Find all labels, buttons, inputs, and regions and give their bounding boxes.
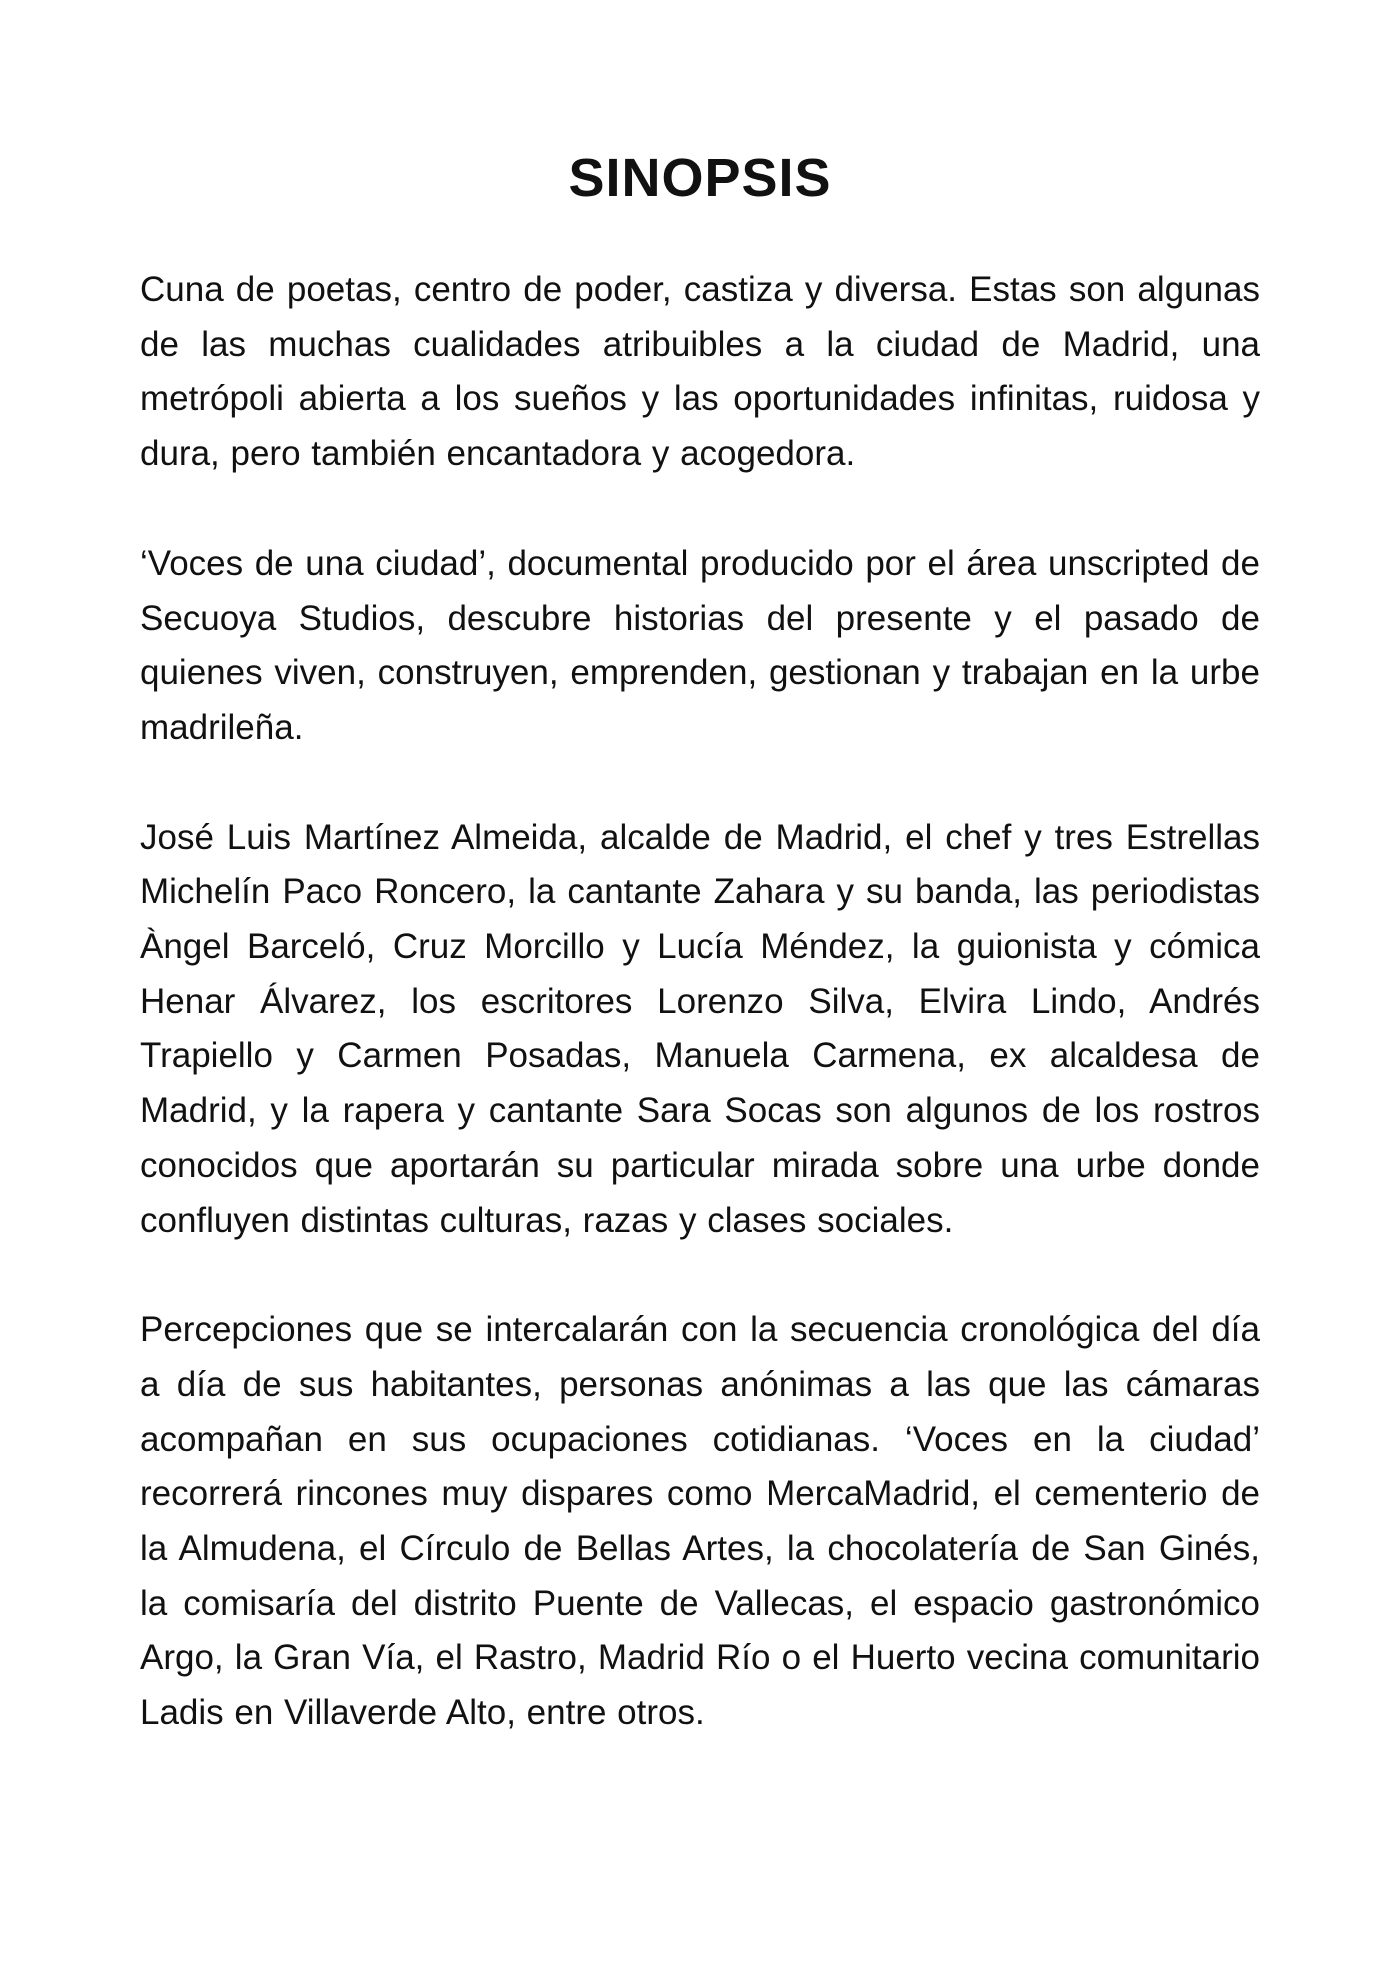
synopsis-body (140, 263, 1260, 1796)
paragraph-locations: Percepciones que se intercalarán con la secuencia cronológica del día a día de sus habitantes, personas anónimas a las que las cámaras acompañan en sus ocupaciones cotidianas. ‘Voces en la ciudad’ recorrerá rincones muy dispares como MercaMadrid, el cementerio de la Almudena, el Círculo de Bellas Artes, la chocolatería de San Ginés, la comisaría del distrito Puente de Vallecas, el espacio gastronómico Argo, la Gran Vía, el Rastro, Madrid Río o el Huerto vecina comunitario Ladis en Villaverde Alto, entre otros. (140, 1310, 1260, 1733)
paragraph-intro: Cuna de poetas, centro de poder, castiza y diversa. Estas son algunas de las muchas cualidades atribuibles a la ciudad de Madrid, una metrópoli abierta a los sueños y las oportunidades infinitas, ruidosa y dura, pero también encantadora y acogedora. (140, 270, 1260, 474)
page-title: SINOPSIS (568, 148, 832, 208)
paragraph-documentary: ‘Voces de una ciudad’, documental producido por el área unscripted de Secuoya Studios, descubre historias del presente y el pasado de quienes viven, construyen, emprenden, gestionan y trabajan en la urbe madrileña. (140, 543, 1260, 747)
paragraph-participants: José Luis Martínez Almeida, alcalde de Madrid, el chef y tres Estrellas Michelín Paco Roncero, la cantante Zahara y su banda, las periodistas Àngel Barceló, Cruz Morcillo y Lucía Méndez, la guionista y cómica Henar Álvarez, los escritores Lorenzo Silva, Elvira Lindo, Andrés Trapiello y Carmen Posadas, Manuela Carmena, ex alcaldesa de Madrid, y la rapera y cantante Sara Socas son algunos de los rostros conocidos que aportarán su particular mirada sobre una urbe donde confluyen distintas culturas, razas y clases sociales. (140, 817, 1260, 1240)
